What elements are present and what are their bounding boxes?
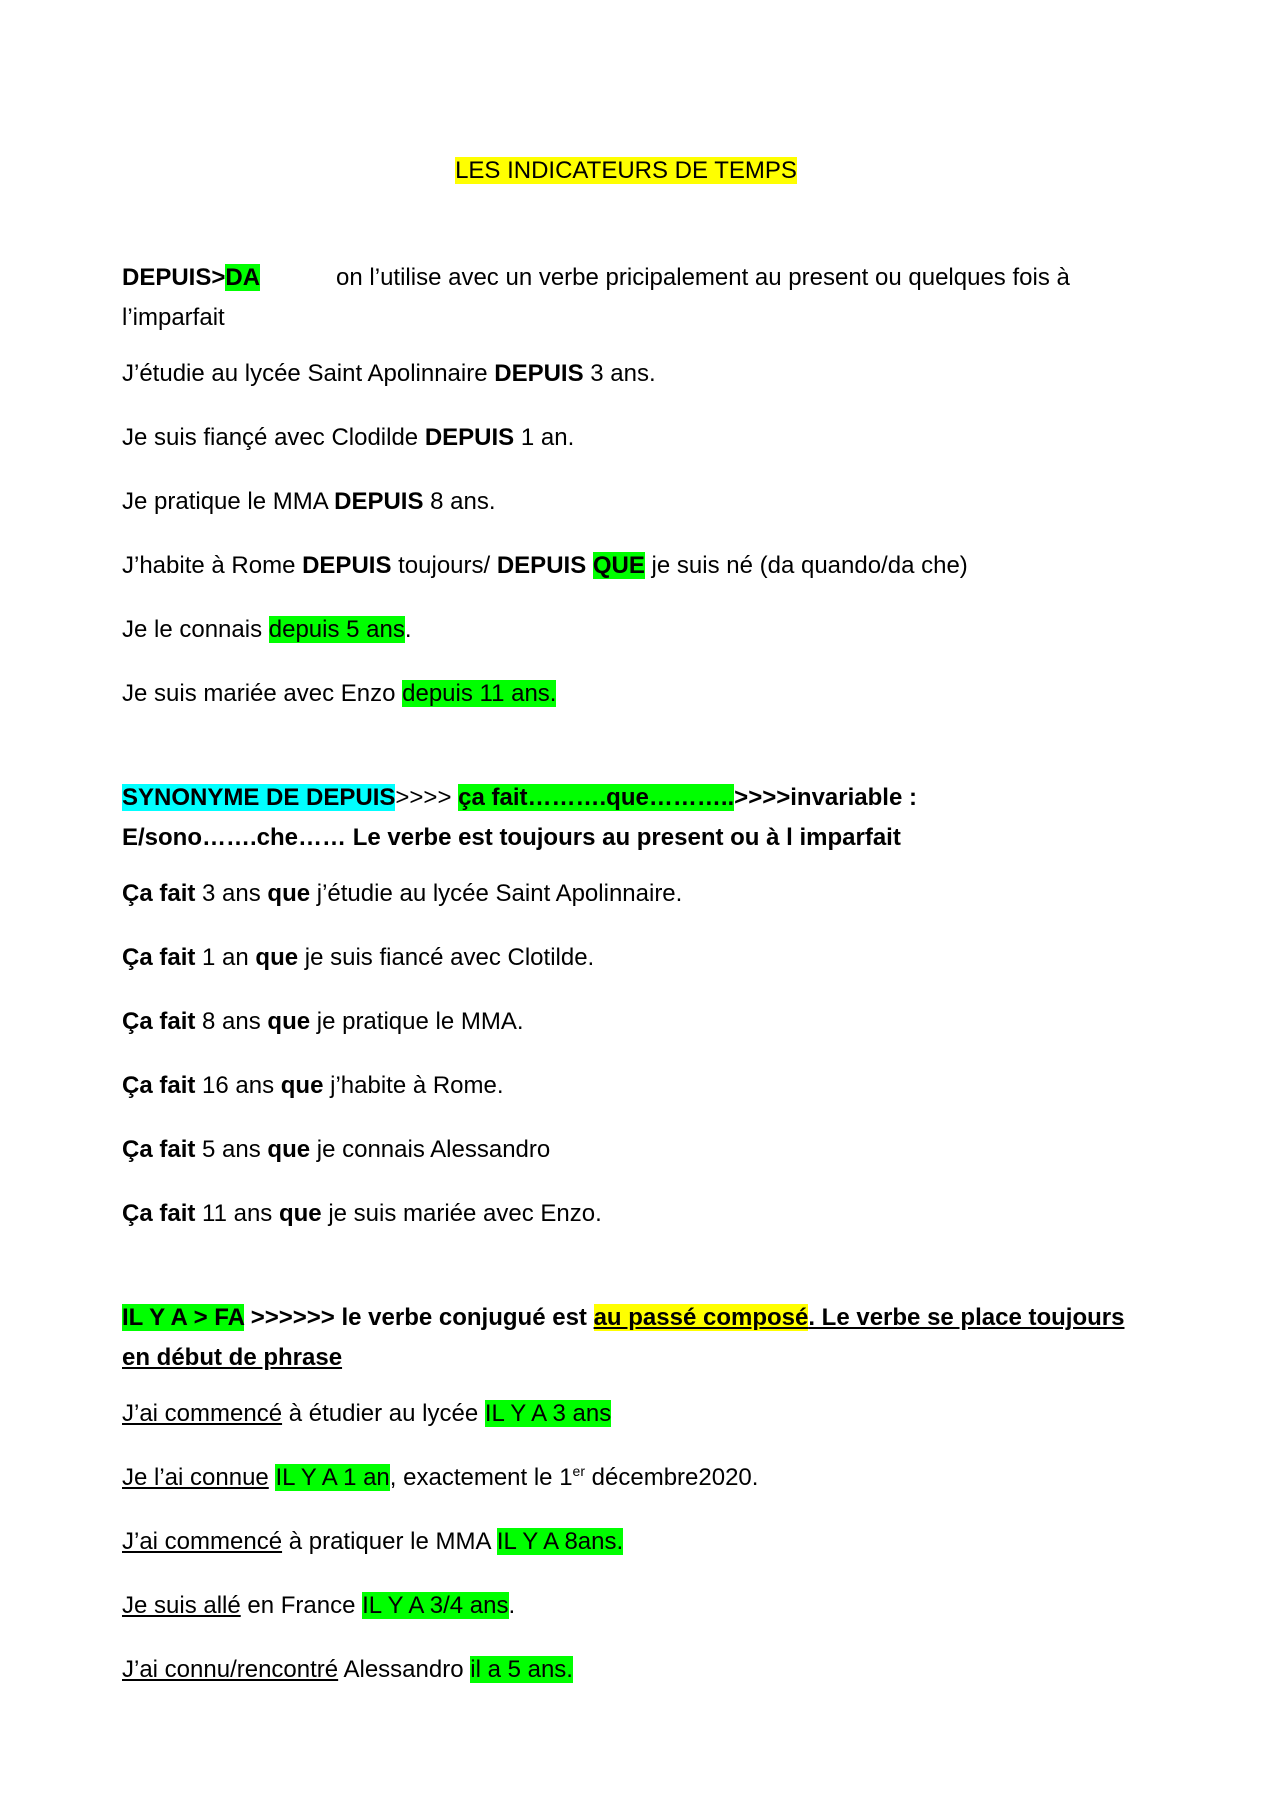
depuis-example-6: Je suis mariée avec Enzo depuis 11 ans.: [122, 680, 557, 708]
ca-fait-example-6: Ça fait 11 ans que je suis mariée avec Enzo.: [122, 1200, 602, 1228]
depuis-example-2: Je suis fiançé avec Clodilde DEPUIS 1 an.: [122, 424, 575, 452]
ca-fait-example-3: Ça fait 8 ans que je pratique le MMA.: [122, 1008, 524, 1036]
ca-fait-example-1: Ça fait 3 ans que j’étudie au lycée Saint Apolinnaire.: [122, 880, 683, 908]
ca-fait-example-2: Ça fait 1 an que je suis fiancé avec Clotilde.: [122, 944, 595, 972]
il-y-a-heading: IL Y A > FA >>>>>> le verbe conjugué est au passé composé. Le verbe se place toujours en début de phrase: [122, 1304, 1125, 1372]
depuis-example-3: Je pratique le MMA DEPUIS 8 ans.: [122, 488, 496, 516]
document-title: [122, 155, 1130, 186]
title-text: LES INDICATEURS DE TEMPS: [455, 157, 797, 184]
ca-fait-example-5: Ça fait 5 ans que je connais Alessandro: [122, 1136, 551, 1164]
il-y-a-example-4: Je suis allé en France IL Y A 3/4 ans.: [122, 1592, 516, 1620]
il-y-a-example-5: J’ai connu/rencontré Alessandro il a 5 ans.: [122, 1656, 573, 1684]
il-y-a-example-2: Je l’ai connue IL Y A 1 an, exactement le 1er décembre2020.: [122, 1463, 759, 1492]
il-y-a-example-3: J’ai commencé à pratiquer le MMA IL Y A 8ans.: [122, 1528, 624, 1556]
depuis-example-5: Je le connais depuis 5 ans.: [122, 616, 412, 644]
depuis-heading: DEPUIS>DA on l’utilise avec un verbe pricipalement au present ou quelques fois à l’imparfait: [122, 264, 1070, 332]
ca-fait-example-4: Ça fait 16 ans que j’habite à Rome.: [122, 1072, 504, 1100]
il-y-a-example-1: J’ai commencé à étudier au lycée IL Y A 3 ans: [122, 1400, 612, 1428]
depuis-example-1: J’étudie au lycée Saint Apolinnaire DEPUIS 3 ans.: [122, 360, 656, 388]
depuis-example-4: J’habite à Rome DEPUIS toujours/ DEPUIS QUE je suis né (da quando/da che): [122, 552, 968, 580]
synonyme-heading: SYNONYME DE DEPUIS>>>> ça fait……….que………..>>>>invariable : E/sono…….che…… Le verbe est toujours au present ou à l imparfait: [122, 784, 917, 852]
